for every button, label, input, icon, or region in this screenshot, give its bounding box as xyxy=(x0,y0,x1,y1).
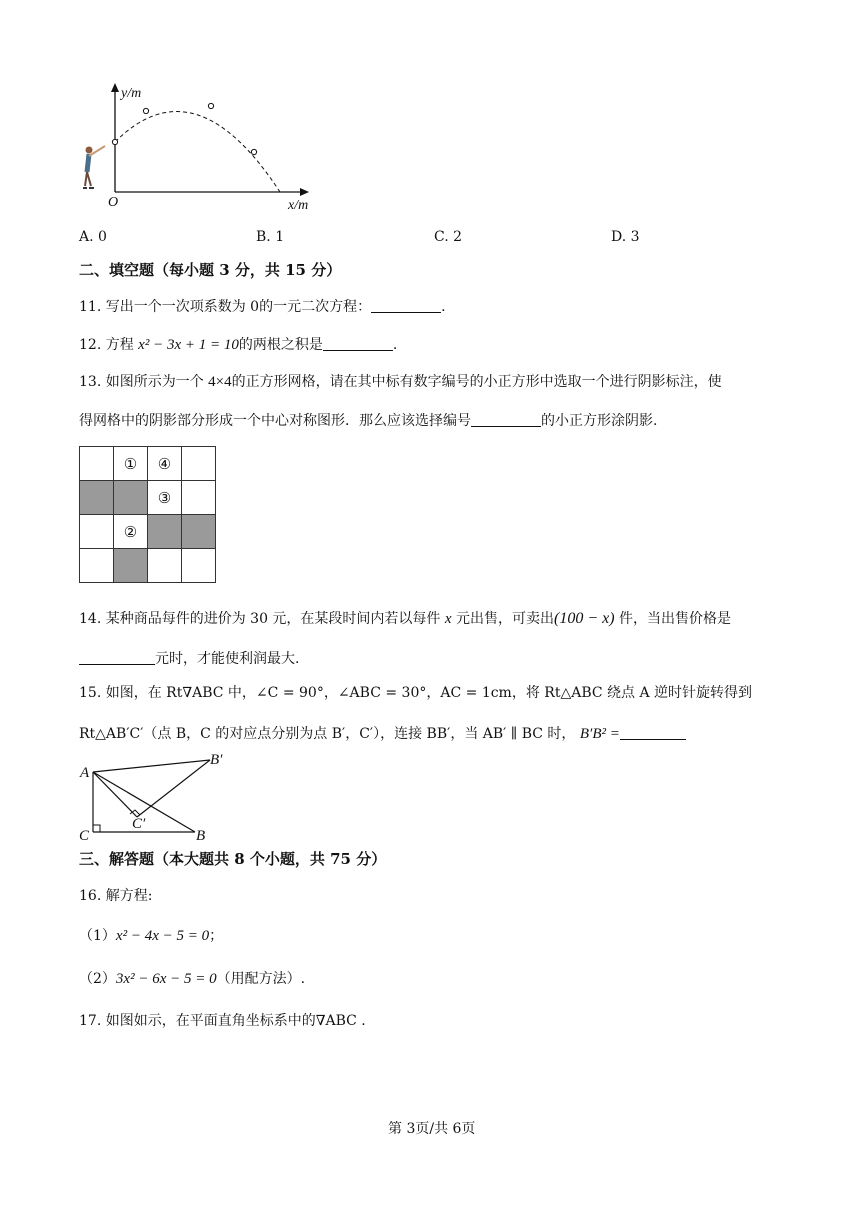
grid-cell xyxy=(182,515,216,549)
answer-blank xyxy=(371,298,441,313)
question-13-text: 的小正方形涂阴影. xyxy=(541,413,658,429)
question-12-suffix: 的两根之积是 xyxy=(238,337,323,353)
page-number: 第 3页/共 6页 xyxy=(388,1121,476,1137)
part-label: （2） xyxy=(79,971,116,987)
question-15-text: Rt△AB′C′（点 B，C 的对应点分别为点 B′，C′），连接 BB′，当 AB′ ∥ BC 时， xyxy=(79,726,576,742)
question-15-line-1: 15. 如图，在 Rt∇ABC 中，∠C = 90°，∠ABC = 30°，AC = 1cm，将 Rt△ABC 绕点 A 逆时针旋转得到 xyxy=(79,685,753,701)
part-label: （1） xyxy=(79,928,116,944)
trajectory-point xyxy=(112,139,117,144)
question-13-math: 4×4 xyxy=(208,374,232,390)
y-axis-label: y/m xyxy=(121,86,142,101)
answer-blank xyxy=(323,336,393,351)
grid-cell xyxy=(182,549,216,583)
grid-cell: ③ xyxy=(148,481,182,515)
grid-cell xyxy=(80,447,114,481)
answer-blank xyxy=(79,650,155,665)
square-grid xyxy=(79,446,216,583)
question-14-text: 元时，才能使利润最大. xyxy=(155,651,300,667)
question-14-expr: (100 − x) xyxy=(554,610,615,627)
grid-cell: ④ xyxy=(148,447,182,481)
question-11 xyxy=(79,298,446,314)
question-16-part-1 xyxy=(79,929,223,944)
vertex-b-prime-label: B′ xyxy=(210,752,223,768)
option-b: B. 1 xyxy=(256,229,285,245)
question-15-tail: B′B² = xyxy=(579,726,620,742)
question-11-text: 11. 写出一个一次项系数为 0的一元二次方程： xyxy=(79,299,372,315)
option-c: C. 2 xyxy=(434,229,463,245)
option-d: D. 3 xyxy=(611,229,640,245)
grid-cell: ① xyxy=(114,447,148,481)
trajectory-point xyxy=(143,108,148,113)
question-12-equation: x² − 3x + 1 = 10 xyxy=(138,337,239,353)
grid-cell xyxy=(80,481,114,515)
question-15-line-2 xyxy=(79,725,686,742)
part-end: （用配方法）. xyxy=(216,971,306,987)
question-12 xyxy=(79,336,397,353)
x-axis-arrow xyxy=(300,188,309,196)
answer-blank xyxy=(620,725,686,740)
question-17: 17. 如图如示，在平面直角坐标系中的∇ABC . xyxy=(79,1013,366,1029)
question-14-line-2 xyxy=(79,650,299,666)
question-14-var: x xyxy=(444,611,452,627)
question-13-text: 得网格中的阴影部分形成一个中心对称图形．那么应该选择编号 xyxy=(79,413,471,429)
question-14-line-1 xyxy=(79,611,731,627)
grid-cell xyxy=(114,481,148,515)
grid-cell xyxy=(80,549,114,583)
question-14-text: 14. 某种商品每件的进价为 30 元，在某段时间内若以每件 xyxy=(79,611,441,627)
question-16-part-2 xyxy=(79,972,305,987)
question-14-text: 件，当出售价格是 xyxy=(619,611,732,627)
trajectory-point xyxy=(251,149,256,154)
grid-cell xyxy=(182,447,216,481)
grid-cell xyxy=(80,515,114,549)
grid-cell xyxy=(182,481,216,515)
grid-cell xyxy=(148,549,182,583)
y-axis-arrow xyxy=(111,83,119,92)
vertex-c-prime-label: C′ xyxy=(132,816,146,832)
origin-label: O xyxy=(108,195,119,210)
question-11-end: . xyxy=(441,299,446,315)
answer-blank xyxy=(471,412,541,427)
equation: x² − 4x − 5 = 0 xyxy=(115,928,210,944)
section-3-heading: 三、解答题（本大题共 8 个小题，共 75 分） xyxy=(79,850,387,868)
section-2-heading: 二、填空题（每小题 3 分，共 15 分） xyxy=(79,261,342,279)
grid-cell xyxy=(148,515,182,549)
grid-cell xyxy=(114,549,148,583)
x-axis-label: x/m xyxy=(288,198,309,213)
equation: 3x² − 6x − 5 = 0 xyxy=(115,971,217,987)
question-12-prefix: 12. 方程 xyxy=(79,337,134,353)
question-13-text: 13. 如图所示为一个 xyxy=(79,374,204,390)
vertex-b-label: B xyxy=(196,828,206,844)
grid-cell: ② xyxy=(114,515,148,549)
question-16-title: 16. 解方程: xyxy=(79,888,153,904)
question-13-text: 的正方形网格，请在其中标有数字编号的小正方形中选取一个进行阴影标注，使 xyxy=(231,374,722,390)
question-13-line-1 xyxy=(79,375,722,390)
trajectory-point xyxy=(208,103,213,108)
part-end: ； xyxy=(209,928,224,944)
question-14-text: 元出售，可卖出 xyxy=(456,611,555,627)
option-a: A. 0 xyxy=(79,229,107,245)
question-12-end: . xyxy=(392,337,398,353)
triangle-figure xyxy=(75,752,250,844)
question-13-line-2 xyxy=(79,412,657,428)
vertex-a-label: A xyxy=(80,765,90,781)
thrower-figure-icon xyxy=(83,146,105,188)
vertex-c-label: C xyxy=(79,828,90,844)
